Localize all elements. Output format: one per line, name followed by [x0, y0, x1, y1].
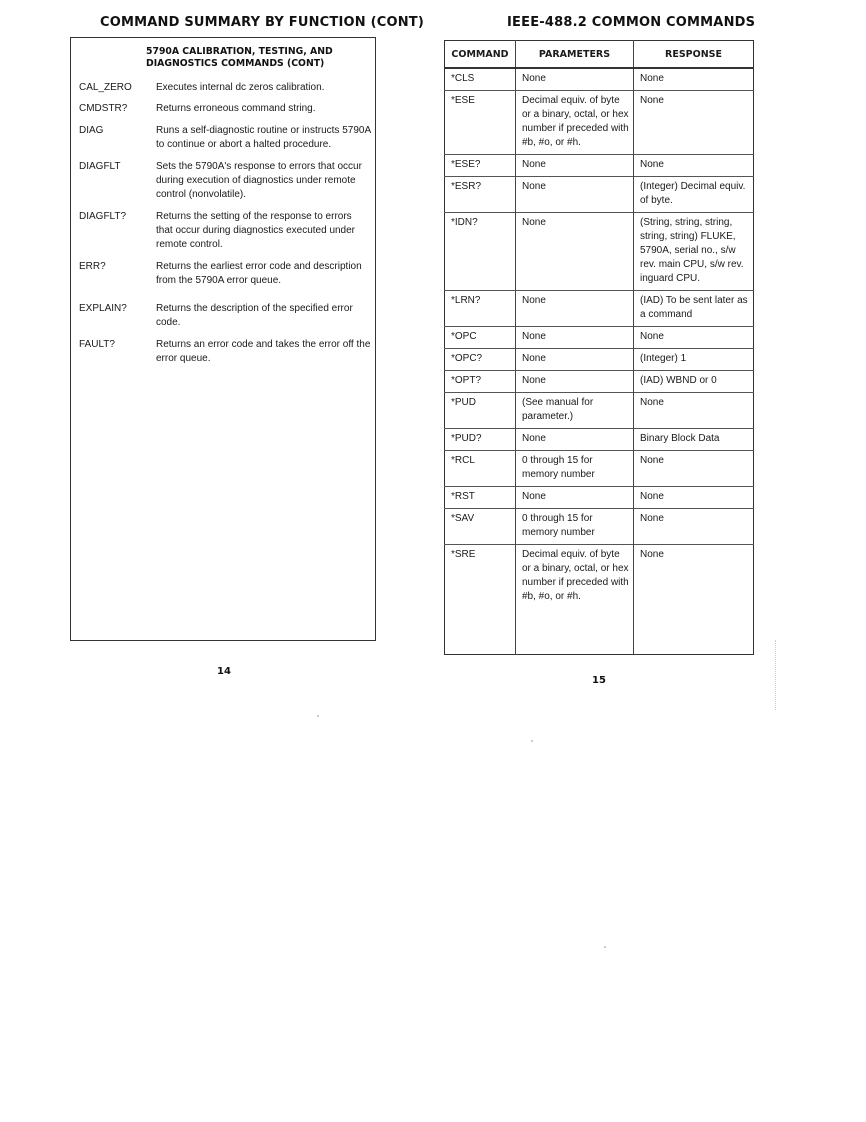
cell-parameters: None: [516, 429, 634, 451]
command-name: CAL_ZERO: [79, 82, 132, 93]
cell-parameters: Decimal equiv. of byte or a binary, octal, or hex number if preceded with #b, #o, or #h.: [516, 545, 634, 655]
cell-command: *ESR?: [445, 177, 516, 213]
cell-response: (IAD) To be sent later as a command: [634, 291, 754, 327]
command-name: DIAGFLT: [79, 161, 121, 172]
table-row: [445, 327, 754, 349]
table-row: [445, 177, 754, 213]
cell-parameters: None: [516, 291, 634, 327]
cell-response: (IAD) WBND or 0: [634, 371, 754, 393]
table-row: [445, 487, 754, 509]
cell-response: None: [634, 327, 754, 349]
cell-command: *SAV: [445, 509, 516, 545]
cell-parameters: (See manual for parameter.): [516, 393, 634, 429]
header-command: COMMAND: [445, 41, 516, 69]
table-row: [445, 91, 754, 155]
cell-command: *ESE?: [445, 155, 516, 177]
cell-parameters: None: [516, 177, 634, 213]
command-description: Runs a self-diagnostic routine or instructs 5790A to continue or abort a halted procedure.: [156, 125, 371, 150]
cell-response: None: [634, 509, 754, 545]
right-page-title: IEEE-488.2 COMMON COMMANDS: [507, 15, 756, 30]
cell-response: None: [634, 487, 754, 509]
command-name: ERR?: [79, 261, 106, 272]
table-row: [445, 155, 754, 177]
cell-response: (String, string, string, string, string) FLUKE, 5790A, serial no., s/w rev. main CPU, s/w rev. inguard CPU.: [634, 213, 754, 291]
header-response: RESPONSE: [634, 41, 754, 69]
table-header-row: [445, 41, 754, 69]
command-description: Executes internal dc zeros calibration.: [156, 82, 325, 93]
page-number-left: 14: [217, 666, 231, 677]
command-description: Returns an error code and takes the error off the error queue.: [156, 339, 371, 364]
table-row: [445, 213, 754, 291]
command-summary-box: [70, 37, 376, 641]
page-number-right: 15: [592, 675, 606, 686]
table-row: [445, 509, 754, 545]
table-row: [445, 393, 754, 429]
command-name: EXPLAIN?: [79, 303, 127, 314]
cell-command: *PUD: [445, 393, 516, 429]
command-description: Sets the 5790A's response to errors that occur during execution of diagnostics under remote control (nonvolatile).: [156, 161, 362, 200]
command-description: Returns the description of the specified error code.: [156, 303, 353, 328]
command-name: DIAG: [79, 125, 104, 136]
cell-parameters: None: [516, 327, 634, 349]
cell-response: None: [634, 545, 754, 655]
command-name: DIAGFLT?: [79, 211, 127, 222]
cell-command: *CLS: [445, 68, 516, 91]
cell-command: *PUD?: [445, 429, 516, 451]
left-page-title: COMMAND SUMMARY BY FUNCTION (CONT): [100, 15, 424, 30]
cell-parameters: None: [516, 349, 634, 371]
cell-response: Binary Block Data: [634, 429, 754, 451]
cell-command: *LRN?: [445, 291, 516, 327]
cell-parameters: 0 through 15 for memory number: [516, 509, 634, 545]
cell-parameters: Decimal equiv. of byte or a binary, octal, or hex number if preceded with #b, #o, or #h.: [516, 91, 634, 155]
table-row: [445, 429, 754, 451]
table-row: [445, 545, 754, 655]
ieee-common-commands-table: [444, 40, 754, 655]
table-row: [445, 68, 754, 91]
table-row: [445, 451, 754, 487]
scan-edge-mark: [775, 640, 777, 710]
cell-response: (Integer) 1: [634, 349, 754, 371]
cell-response: (Integer) Decimal equiv. of byte.: [634, 177, 754, 213]
command-description: Returns the earliest error code and description from the 5790A error queue.: [156, 261, 362, 286]
command-name: FAULT?: [79, 339, 115, 350]
cell-parameters: None: [516, 155, 634, 177]
cell-parameters: None: [516, 68, 634, 91]
header-parameters: PARAMETERS: [516, 41, 634, 69]
cell-response: None: [634, 451, 754, 487]
section-heading: 5790A CALIBRATION, TESTING, AND DIAGNOSTICS COMMANDS (CONT): [146, 46, 333, 69]
table-row: [445, 349, 754, 371]
cell-command: *RCL: [445, 451, 516, 487]
scan-speck: [317, 715, 319, 717]
cell-command: *ESE: [445, 91, 516, 155]
cell-command: *OPC?: [445, 349, 516, 371]
cell-command: *RST: [445, 487, 516, 509]
cell-command: *OPT?: [445, 371, 516, 393]
command-description: Returns the setting of the response to errors that occur during diagnostics executed under remote control.: [156, 211, 356, 250]
scan-speck: [604, 946, 606, 948]
command-description: Returns erroneous command string.: [156, 103, 316, 114]
cell-response: None: [634, 393, 754, 429]
cell-response: None: [634, 68, 754, 91]
scan-speck: [531, 740, 533, 742]
table-row: [445, 291, 754, 327]
cell-command: *IDN?: [445, 213, 516, 291]
cell-parameters: None: [516, 371, 634, 393]
cell-command: *SRE: [445, 545, 516, 655]
table-row: [445, 371, 754, 393]
cell-response: None: [634, 91, 754, 155]
cell-parameters: None: [516, 487, 634, 509]
cell-parameters: 0 through 15 for memory number: [516, 451, 634, 487]
cell-parameters: None: [516, 213, 634, 291]
cell-response: None: [634, 155, 754, 177]
cell-command: *OPC: [445, 327, 516, 349]
command-name: CMDSTR?: [79, 103, 128, 114]
